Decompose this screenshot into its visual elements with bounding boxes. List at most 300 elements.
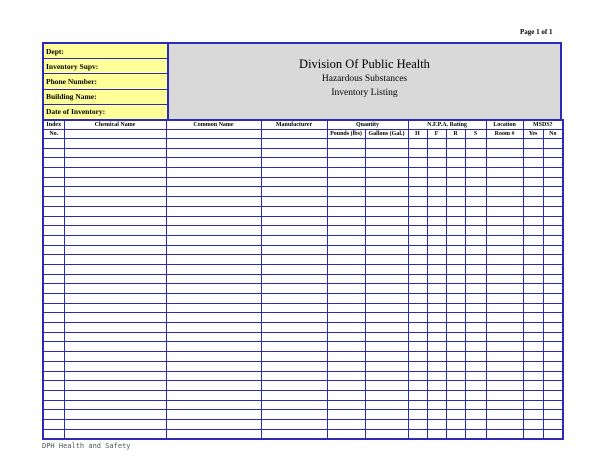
table-cell[interactable] (465, 323, 486, 333)
table-cell[interactable] (543, 313, 563, 323)
table-cell[interactable] (365, 429, 408, 439)
table-cell[interactable] (327, 429, 365, 439)
table-cell[interactable] (365, 148, 408, 158)
table-cell[interactable] (327, 410, 365, 420)
table-cell[interactable] (446, 400, 465, 410)
table-cell[interactable] (486, 419, 523, 429)
table-cell[interactable] (543, 245, 563, 255)
table-cell[interactable] (64, 361, 166, 371)
table-cell[interactable] (327, 419, 365, 429)
table-cell[interactable] (166, 371, 261, 381)
table-cell[interactable] (43, 158, 64, 168)
table-cell[interactable] (543, 429, 563, 439)
table-cell[interactable] (427, 187, 446, 197)
table-cell[interactable] (166, 294, 261, 304)
table-cell[interactable] (327, 148, 365, 158)
table-cell[interactable] (261, 381, 327, 391)
table-cell[interactable] (465, 371, 486, 381)
table-cell[interactable] (43, 235, 64, 245)
table-cell[interactable] (166, 148, 261, 158)
table-cell[interactable] (64, 390, 166, 400)
table-cell[interactable] (465, 400, 486, 410)
table-cell[interactable] (261, 177, 327, 187)
table-cell[interactable] (465, 381, 486, 391)
table-cell[interactable] (64, 197, 166, 207)
table-cell[interactable] (486, 352, 523, 362)
table-cell[interactable] (427, 303, 446, 313)
table-cell[interactable] (43, 187, 64, 197)
table-cell[interactable] (523, 148, 543, 158)
table-cell[interactable] (543, 235, 563, 245)
table-cell[interactable] (446, 255, 465, 265)
table-cell[interactable] (261, 284, 327, 294)
table-cell[interactable] (523, 187, 543, 197)
table-cell[interactable] (408, 245, 427, 255)
table-cell[interactable] (486, 371, 523, 381)
table-cell[interactable] (365, 187, 408, 197)
table-cell[interactable] (327, 158, 365, 168)
phone-number-field[interactable]: Phone Number: (44, 74, 167, 89)
table-cell[interactable] (523, 342, 543, 352)
table-cell[interactable] (365, 274, 408, 284)
table-cell[interactable] (486, 235, 523, 245)
table-cell[interactable] (64, 429, 166, 439)
table-cell[interactable] (261, 323, 327, 333)
table-cell[interactable] (427, 168, 446, 178)
table-cell[interactable] (427, 206, 446, 216)
table-cell[interactable] (543, 206, 563, 216)
table-cell[interactable] (261, 168, 327, 178)
table-cell[interactable] (327, 226, 365, 236)
table-cell[interactable] (64, 303, 166, 313)
table-cell[interactable] (64, 206, 166, 216)
table-cell[interactable] (43, 139, 64, 149)
table-cell[interactable] (43, 168, 64, 178)
table-cell[interactable] (408, 400, 427, 410)
table-cell[interactable] (427, 410, 446, 420)
table-cell[interactable] (43, 323, 64, 333)
table-cell[interactable] (166, 410, 261, 420)
table-cell[interactable] (523, 400, 543, 410)
table-cell[interactable] (523, 323, 543, 333)
table-cell[interactable] (446, 303, 465, 313)
table-cell[interactable] (64, 313, 166, 323)
table-cell[interactable] (523, 371, 543, 381)
table-cell[interactable] (465, 361, 486, 371)
table-cell[interactable] (327, 323, 365, 333)
table-cell[interactable] (365, 361, 408, 371)
table-cell[interactable] (543, 187, 563, 197)
table-cell[interactable] (427, 342, 446, 352)
table-cell[interactable] (408, 294, 427, 304)
table-cell[interactable] (43, 429, 64, 439)
table-cell[interactable] (446, 390, 465, 400)
table-cell[interactable] (543, 400, 563, 410)
table-cell[interactable] (465, 255, 486, 265)
table-cell[interactable] (365, 284, 408, 294)
table-cell[interactable] (427, 197, 446, 207)
table-cell[interactable] (64, 410, 166, 420)
table-cell[interactable] (327, 264, 365, 274)
table-cell[interactable] (465, 168, 486, 178)
table-cell[interactable] (523, 245, 543, 255)
table-cell[interactable] (64, 177, 166, 187)
table-cell[interactable] (365, 235, 408, 245)
table-cell[interactable] (64, 148, 166, 158)
table-cell[interactable] (327, 294, 365, 304)
table-cell[interactable] (365, 158, 408, 168)
table-cell[interactable] (408, 303, 427, 313)
table-cell[interactable] (427, 226, 446, 236)
table-cell[interactable] (64, 158, 166, 168)
table-cell[interactable] (523, 429, 543, 439)
table-cell[interactable] (408, 390, 427, 400)
table-cell[interactable] (43, 197, 64, 207)
table-cell[interactable] (64, 371, 166, 381)
table-cell[interactable] (64, 245, 166, 255)
table-cell[interactable] (543, 139, 563, 149)
table-cell[interactable] (465, 158, 486, 168)
table-cell[interactable] (543, 361, 563, 371)
table-cell[interactable] (327, 303, 365, 313)
table-cell[interactable] (446, 245, 465, 255)
table-cell[interactable] (408, 168, 427, 178)
table-cell[interactable] (261, 390, 327, 400)
table-cell[interactable] (166, 352, 261, 362)
table-cell[interactable] (43, 226, 64, 236)
table-cell[interactable] (427, 158, 446, 168)
table-cell[interactable] (446, 187, 465, 197)
table-cell[interactable] (261, 255, 327, 265)
table-cell[interactable] (543, 342, 563, 352)
table-cell[interactable] (465, 303, 486, 313)
table-cell[interactable] (543, 284, 563, 294)
table-cell[interactable] (523, 158, 543, 168)
table-cell[interactable] (427, 255, 446, 265)
table-cell[interactable] (43, 332, 64, 342)
table-cell[interactable] (261, 226, 327, 236)
table-cell[interactable] (64, 226, 166, 236)
table-cell[interactable] (365, 255, 408, 265)
table-cell[interactable] (427, 216, 446, 226)
table-cell[interactable] (64, 294, 166, 304)
table-cell[interactable] (446, 323, 465, 333)
table-cell[interactable] (166, 419, 261, 429)
table-cell[interactable] (166, 381, 261, 391)
table-cell[interactable] (365, 371, 408, 381)
table-cell[interactable] (486, 284, 523, 294)
dept-field[interactable]: Dept: (44, 44, 167, 59)
table-cell[interactable] (446, 139, 465, 149)
table-cell[interactable] (64, 400, 166, 410)
table-cell[interactable] (486, 274, 523, 284)
table-cell[interactable] (465, 342, 486, 352)
table-cell[interactable] (486, 139, 523, 149)
table-cell[interactable] (523, 264, 543, 274)
table-cell[interactable] (486, 148, 523, 158)
table-cell[interactable] (408, 284, 427, 294)
table-cell[interactable] (465, 245, 486, 255)
table-cell[interactable] (427, 264, 446, 274)
table-cell[interactable] (446, 216, 465, 226)
table-cell[interactable] (543, 264, 563, 274)
table-cell[interactable] (446, 313, 465, 323)
table-cell[interactable] (523, 332, 543, 342)
table-cell[interactable] (427, 400, 446, 410)
table-cell[interactable] (486, 342, 523, 352)
table-cell[interactable] (427, 148, 446, 158)
table-cell[interactable] (543, 303, 563, 313)
table-cell[interactable] (261, 264, 327, 274)
table-cell[interactable] (523, 274, 543, 284)
table-cell[interactable] (64, 284, 166, 294)
table-cell[interactable] (365, 139, 408, 149)
table-cell[interactable] (43, 264, 64, 274)
table-cell[interactable] (543, 158, 563, 168)
table-cell[interactable] (408, 139, 427, 149)
table-cell[interactable] (486, 361, 523, 371)
table-cell[interactable] (465, 148, 486, 158)
table-cell[interactable] (465, 429, 486, 439)
table-cell[interactable] (365, 352, 408, 362)
table-cell[interactable] (486, 206, 523, 216)
table-cell[interactable] (446, 371, 465, 381)
table-cell[interactable] (408, 255, 427, 265)
table-cell[interactable] (327, 313, 365, 323)
table-cell[interactable] (427, 177, 446, 187)
table-cell[interactable] (543, 419, 563, 429)
table-cell[interactable] (523, 255, 543, 265)
table-cell[interactable] (365, 168, 408, 178)
table-cell[interactable] (523, 284, 543, 294)
table-cell[interactable] (261, 332, 327, 342)
table-cell[interactable] (543, 197, 563, 207)
table-cell[interactable] (327, 206, 365, 216)
table-cell[interactable] (523, 168, 543, 178)
table-cell[interactable] (523, 177, 543, 187)
table-cell[interactable] (523, 390, 543, 400)
table-cell[interactable] (543, 381, 563, 391)
table-cell[interactable] (543, 177, 563, 187)
table-cell[interactable] (327, 332, 365, 342)
table-cell[interactable] (543, 294, 563, 304)
table-cell[interactable] (446, 381, 465, 391)
table-cell[interactable] (327, 235, 365, 245)
table-cell[interactable] (486, 323, 523, 333)
table-cell[interactable] (446, 332, 465, 342)
table-cell[interactable] (43, 255, 64, 265)
table-cell[interactable] (446, 177, 465, 187)
table-cell[interactable] (261, 352, 327, 362)
table-cell[interactable] (327, 342, 365, 352)
table-cell[interactable] (43, 419, 64, 429)
table-cell[interactable] (327, 361, 365, 371)
table-cell[interactable] (327, 255, 365, 265)
table-cell[interactable] (408, 381, 427, 391)
table-cell[interactable] (261, 294, 327, 304)
table-cell[interactable] (523, 410, 543, 420)
table-cell[interactable] (327, 139, 365, 149)
table-cell[interactable] (543, 390, 563, 400)
building-name-field[interactable]: Building Name: (44, 90, 167, 105)
table-cell[interactable] (523, 419, 543, 429)
table-cell[interactable] (523, 313, 543, 323)
table-cell[interactable] (427, 352, 446, 362)
table-cell[interactable] (43, 206, 64, 216)
table-cell[interactable] (446, 158, 465, 168)
table-cell[interactable] (446, 284, 465, 294)
table-cell[interactable] (365, 177, 408, 187)
table-cell[interactable] (427, 294, 446, 304)
table-cell[interactable] (486, 390, 523, 400)
table-cell[interactable] (446, 264, 465, 274)
date-of-inventory-field[interactable]: Date of Inventory: (44, 105, 167, 119)
table-cell[interactable] (523, 226, 543, 236)
table-cell[interactable] (64, 168, 166, 178)
table-cell[interactable] (261, 371, 327, 381)
table-cell[interactable] (427, 429, 446, 439)
table-cell[interactable] (64, 342, 166, 352)
table-cell[interactable] (327, 352, 365, 362)
table-cell[interactable] (465, 206, 486, 216)
table-cell[interactable] (365, 400, 408, 410)
table-cell[interactable] (486, 303, 523, 313)
table-cell[interactable] (365, 342, 408, 352)
table-cell[interactable] (446, 352, 465, 362)
table-cell[interactable] (465, 274, 486, 284)
table-cell[interactable] (64, 323, 166, 333)
table-cell[interactable] (465, 197, 486, 207)
table-cell[interactable] (43, 303, 64, 313)
table-cell[interactable] (43, 390, 64, 400)
table-cell[interactable] (365, 197, 408, 207)
table-cell[interactable] (408, 332, 427, 342)
table-cell[interactable] (166, 245, 261, 255)
table-cell[interactable] (486, 400, 523, 410)
table-cell[interactable] (446, 148, 465, 158)
table-cell[interactable] (327, 168, 365, 178)
table-cell[interactable] (166, 264, 261, 274)
table-cell[interactable] (465, 235, 486, 245)
table-cell[interactable] (523, 303, 543, 313)
table-cell[interactable] (465, 139, 486, 149)
table-cell[interactable] (43, 216, 64, 226)
table-cell[interactable] (523, 381, 543, 391)
table-cell[interactable] (166, 216, 261, 226)
table-cell[interactable] (486, 177, 523, 187)
table-cell[interactable] (465, 410, 486, 420)
table-cell[interactable] (166, 177, 261, 187)
table-cell[interactable] (261, 429, 327, 439)
table-cell[interactable] (365, 226, 408, 236)
table-cell[interactable] (365, 206, 408, 216)
table-cell[interactable] (543, 216, 563, 226)
table-cell[interactable] (465, 294, 486, 304)
table-cell[interactable] (365, 216, 408, 226)
table-cell[interactable] (446, 429, 465, 439)
table-cell[interactable] (427, 332, 446, 342)
table-cell[interactable] (166, 323, 261, 333)
table-cell[interactable] (486, 313, 523, 323)
table-cell[interactable] (465, 226, 486, 236)
table-cell[interactable] (465, 216, 486, 226)
table-cell[interactable] (486, 197, 523, 207)
table-cell[interactable] (166, 332, 261, 342)
table-cell[interactable] (446, 226, 465, 236)
table-cell[interactable] (365, 410, 408, 420)
table-cell[interactable] (408, 323, 427, 333)
table-cell[interactable] (64, 216, 166, 226)
table-cell[interactable] (408, 264, 427, 274)
table-cell[interactable] (523, 352, 543, 362)
table-cell[interactable] (543, 323, 563, 333)
table-cell[interactable] (408, 274, 427, 284)
table-cell[interactable] (261, 342, 327, 352)
table-cell[interactable] (543, 168, 563, 178)
table-cell[interactable] (327, 274, 365, 284)
table-cell[interactable] (43, 313, 64, 323)
table-cell[interactable] (365, 332, 408, 342)
table-cell[interactable] (486, 226, 523, 236)
table-cell[interactable] (64, 274, 166, 284)
table-cell[interactable] (486, 255, 523, 265)
table-cell[interactable] (166, 206, 261, 216)
table-cell[interactable] (408, 419, 427, 429)
table-cell[interactable] (408, 313, 427, 323)
table-cell[interactable] (408, 352, 427, 362)
table-cell[interactable] (327, 187, 365, 197)
table-cell[interactable] (166, 139, 261, 149)
table-cell[interactable] (261, 419, 327, 429)
table-cell[interactable] (427, 313, 446, 323)
table-cell[interactable] (365, 245, 408, 255)
table-cell[interactable] (427, 371, 446, 381)
table-cell[interactable] (166, 168, 261, 178)
inventory-supv-field[interactable]: Inventory Supv: (44, 59, 167, 74)
table-cell[interactable] (408, 342, 427, 352)
table-cell[interactable] (166, 313, 261, 323)
table-cell[interactable] (408, 206, 427, 216)
table-cell[interactable] (486, 381, 523, 391)
table-cell[interactable] (543, 410, 563, 420)
table-cell[interactable] (486, 187, 523, 197)
table-cell[interactable] (446, 206, 465, 216)
table-cell[interactable] (327, 381, 365, 391)
table-cell[interactable] (261, 400, 327, 410)
table-cell[interactable] (427, 419, 446, 429)
table-cell[interactable] (523, 361, 543, 371)
table-cell[interactable] (261, 139, 327, 149)
table-cell[interactable] (523, 197, 543, 207)
table-cell[interactable] (43, 371, 64, 381)
table-cell[interactable] (543, 226, 563, 236)
table-cell[interactable] (408, 361, 427, 371)
table-cell[interactable] (486, 158, 523, 168)
table-cell[interactable] (427, 245, 446, 255)
table-cell[interactable] (446, 294, 465, 304)
table-cell[interactable] (427, 139, 446, 149)
table-cell[interactable] (465, 264, 486, 274)
table-cell[interactable] (408, 410, 427, 420)
table-cell[interactable] (486, 245, 523, 255)
table-cell[interactable] (408, 148, 427, 158)
table-cell[interactable] (446, 410, 465, 420)
table-cell[interactable] (465, 390, 486, 400)
table-cell[interactable] (166, 255, 261, 265)
table-cell[interactable] (64, 332, 166, 342)
table-cell[interactable] (327, 284, 365, 294)
table-cell[interactable] (446, 342, 465, 352)
